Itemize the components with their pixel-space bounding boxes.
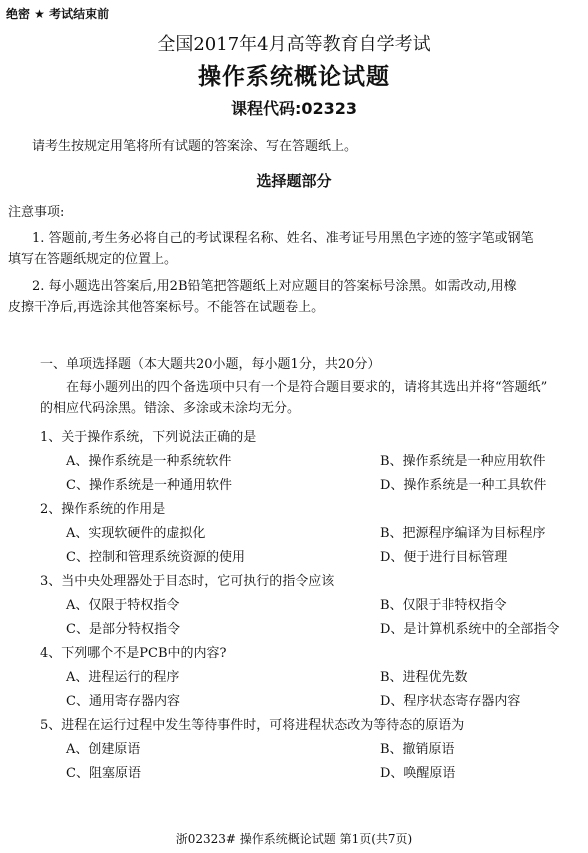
- option-a: A、仅限于特权指令: [66, 598, 180, 613]
- question-stem: 1、关于操作系统，下列说法正确的是: [40, 430, 257, 445]
- option-b: B、仅限于非特权指令: [380, 598, 507, 613]
- option-b: B、操作系统是一种应用软件: [380, 454, 546, 469]
- paper-title: 操作系统概论试题: [198, 64, 390, 90]
- instruction: 请考生按规定用笔将所有试题的答案涂、写在答题纸上。: [32, 139, 358, 154]
- section-desc-line-1: 在每小题列出的四个备选项中只有一个是符合题目要求的，请将其选出并将“答题纸”: [66, 380, 548, 395]
- option-c: C、控制和管理系统资源的使用: [66, 550, 245, 565]
- option-d: D、操作系统是一种工具软件: [380, 478, 547, 493]
- option-a: A、操作系统是一种系统软件: [66, 454, 232, 469]
- notes-heading: 注意事项:: [8, 205, 65, 220]
- option-a: A、进程运行的程序: [66, 670, 180, 685]
- note-2-line-2: 皮擦干净后,再选涂其他答案标号。不能答在试题卷上。: [8, 300, 325, 315]
- course-code: 课程代码:02323: [230, 99, 358, 118]
- question-stem: 3、当中央处理器处于目态时，它可执行的指令应该: [40, 574, 335, 589]
- option-b: B、撤销原语: [380, 742, 455, 757]
- section-desc-line-2: 的相应代码涂黑。错涂、多涂或未涂均无分。: [40, 401, 301, 416]
- option-c: C、操作系统是一种通用软件: [66, 478, 232, 493]
- option-b: B、进程优先数: [380, 670, 468, 685]
- exam-title: 全国2017年4月高等教育自学考试: [157, 34, 431, 55]
- option-c: C、通用寄存器内容: [66, 694, 180, 709]
- question-stem: 2、操作系统的作用是: [40, 502, 166, 517]
- option-d: D、是计算机系统中的全部指令: [380, 622, 560, 637]
- option-a: A、实现软硬件的虚拟化: [66, 526, 206, 541]
- secret-label: 绝密 ★ 考试结束前: [6, 7, 110, 21]
- option-d: D、唤醒原语: [380, 766, 456, 781]
- section-title: 一、单项选择题（本大题共20小题，每小题1分，共20分）: [40, 357, 381, 372]
- option-a: A、创建原语: [66, 742, 141, 757]
- question-stem: 5、进程在运行过程中发生等待事件时，可将进程状态改为等待态的原语为: [40, 718, 465, 733]
- option-c: C、阻塞原语: [66, 766, 141, 781]
- option-d: D、程序状态寄存器内容: [380, 694, 521, 709]
- note-1-line-2: 填写在答题纸规定的位置上。: [8, 252, 178, 267]
- question-stem: 4、下列哪个不是PCB中的内容?: [40, 646, 227, 661]
- note-1-line-1: 1. 答题前,考生务必将自己的考试课程名称、姓名、准考证号用黑色字迹的签字笔或钢笔: [32, 231, 534, 246]
- option-d: D、便于进行目标管理: [380, 550, 508, 565]
- page-footer: 浙02323# 操作系统概论试题 第1页(共7页): [175, 832, 413, 846]
- option-b: B、把源程序编译为目标程序: [380, 526, 546, 541]
- option-c: C、是部分特权指令: [66, 622, 180, 637]
- note-2-line-1: 2. 每小题选出答案后,用2B铅笔把答题纸上对应题目的答案标号涂黑。如需改动,用橡: [32, 279, 517, 294]
- part-title: 选择题部分: [256, 172, 332, 190]
